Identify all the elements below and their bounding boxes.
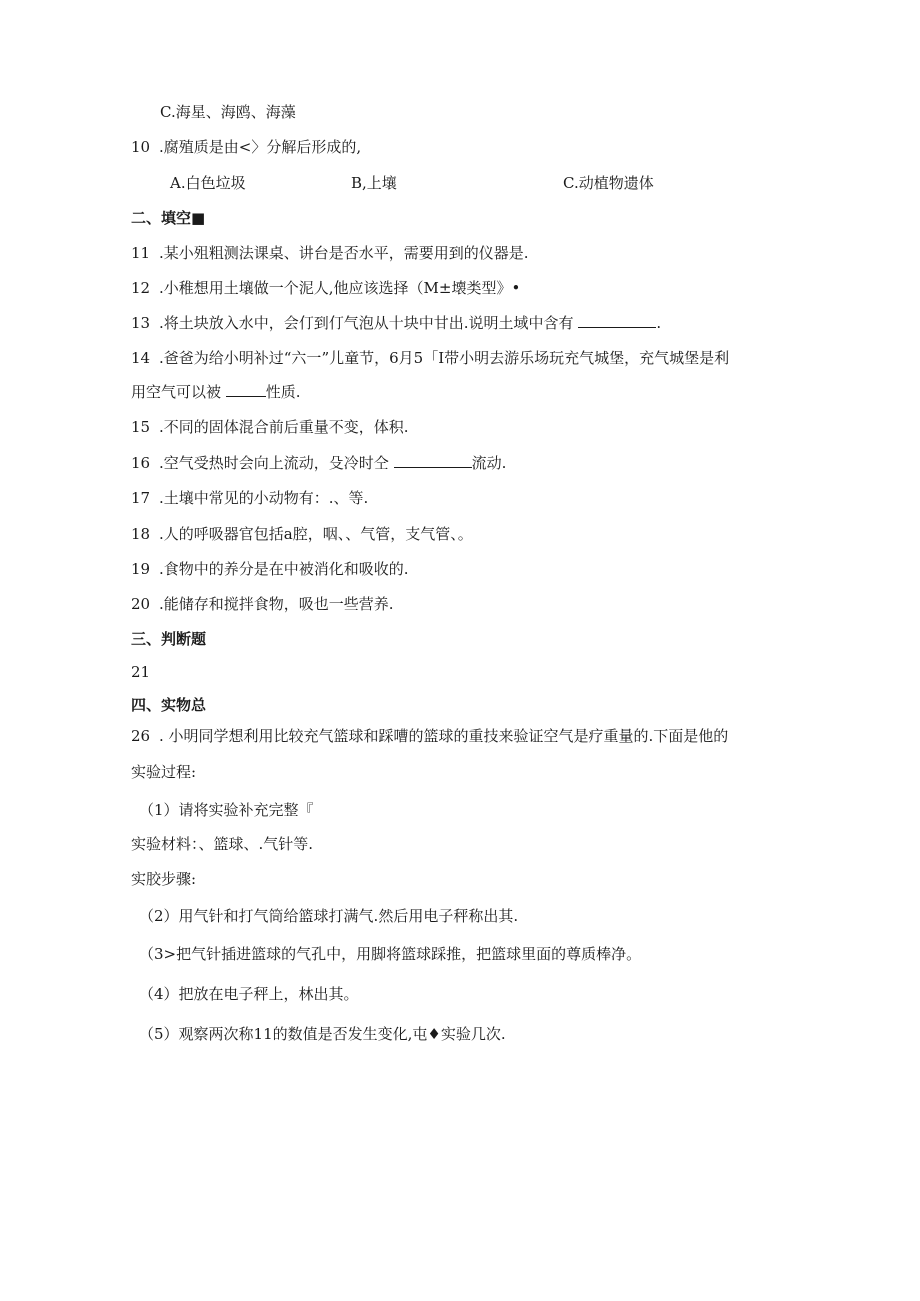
question-text: .不同的固体混合前后重量不变，体积. (159, 418, 409, 436)
question-11 (131, 243, 529, 263)
question-26-line-1 (131, 726, 728, 746)
question-10 (131, 137, 361, 157)
question-text: . 小明同学想利用比较充气篮球和踩嘈的篮球的重技来验证空气是疗重量的.下面是他的 (159, 727, 729, 745)
question-text-end: 性质. (265, 383, 301, 401)
question-number: 14 (131, 349, 151, 367)
answer-blank[interactable] (578, 313, 656, 328)
question-number: 17 (131, 489, 151, 507)
question-number: 16 (131, 454, 151, 472)
question-text: .能储存和搅拌食物，吸也一些营养. (159, 595, 394, 613)
question-number: 19 (131, 560, 151, 578)
question-text: .某小殂粗测法课桌、讲台是否水平，需要用到的仪器是. (159, 244, 529, 262)
question-12 (131, 278, 520, 298)
question-15 (131, 417, 409, 437)
experiment-step-5: （5）观察两次称11的数值是否发生变化,屯♦实验几次. (139, 1025, 506, 1043)
experiment-materials: 实验材料：、篮球、.气针等. (131, 835, 314, 853)
question-text: 用空气可以被 (131, 383, 222, 401)
experiment-step-2: （2）用气针和打气筒给篮球打满气.然后用电子秤称出其. (139, 907, 519, 925)
question-number: 20 (131, 595, 151, 613)
question-14-line-1 (131, 348, 729, 368)
q9-option-c: C.海星、海鸥、海藻 (160, 103, 296, 121)
question-text: .食物中的养分是在中被消化和吸收的. (159, 560, 409, 578)
q10-option-c: C.动植物遗体 (563, 174, 654, 192)
question-number: 26 (131, 727, 151, 745)
question-21: 21 (131, 663, 151, 681)
section-heading-experiment: 四、实物总 (131, 696, 207, 714)
question-19 (131, 559, 409, 579)
question-number: 13 (131, 314, 151, 332)
question-13 (131, 313, 661, 333)
question-text: .人的呼吸器官包括a腔，咽、、气管，支气管、。 (159, 525, 473, 543)
question-text: .小稚想用土壤做一个泥人,他应该选择（M±壊类型》• (159, 279, 521, 297)
question-number: 18 (131, 525, 151, 543)
question-number: 12 (131, 279, 151, 297)
experiment-steps-label: 实胶步骤: (131, 870, 197, 888)
answer-blank[interactable] (226, 382, 266, 397)
question-text: .腐殖质是由<〉分解后形成的, (159, 138, 362, 156)
question-number: 11 (131, 244, 151, 262)
question-text: .土壤中常见的小动物有：.、等. (159, 489, 369, 507)
section-heading-true-false: 三、判断题 (131, 630, 207, 648)
q10-option-b: B,上壤 (351, 174, 397, 192)
question-14-line-2 (131, 382, 301, 402)
section-heading-fill-in: 二、填空■ (131, 209, 206, 227)
question-text-end: 流动. (471, 454, 507, 472)
question-number: 10 (131, 138, 151, 156)
question-number: 15 (131, 418, 151, 436)
answer-blank[interactable] (394, 453, 472, 468)
question-16 (131, 453, 506, 473)
question-text: .爸爸为给小明补过“六一”儿童节，6月5「I带小明去游乐场玩充气城堡，充气城堡是利 (159, 349, 730, 367)
question-text-end: . (656, 314, 662, 332)
question-text: .将土块放入水中，会仃到仃气泡从十块中甘出.说明土域中含有 (159, 314, 574, 332)
q10-option-a: A.白色垃圾 (170, 174, 246, 192)
experiment-step-3: （3>把气针插进篮球的气孔中，用脚将篮球踩推，把篮球里面的尊质棒净。 (139, 945, 642, 963)
question-20 (131, 594, 394, 614)
experiment-step-1: （1）请将实验补充完整『 (139, 801, 314, 819)
question-text: .空气受热时会向上流动，殳冷时仝 (159, 454, 389, 472)
question-26-line-2: 实验过程: (131, 763, 197, 781)
question-17 (131, 488, 368, 508)
experiment-step-4: （4）把放在电子秤上，林出其。 (139, 985, 359, 1003)
question-18 (131, 524, 473, 544)
